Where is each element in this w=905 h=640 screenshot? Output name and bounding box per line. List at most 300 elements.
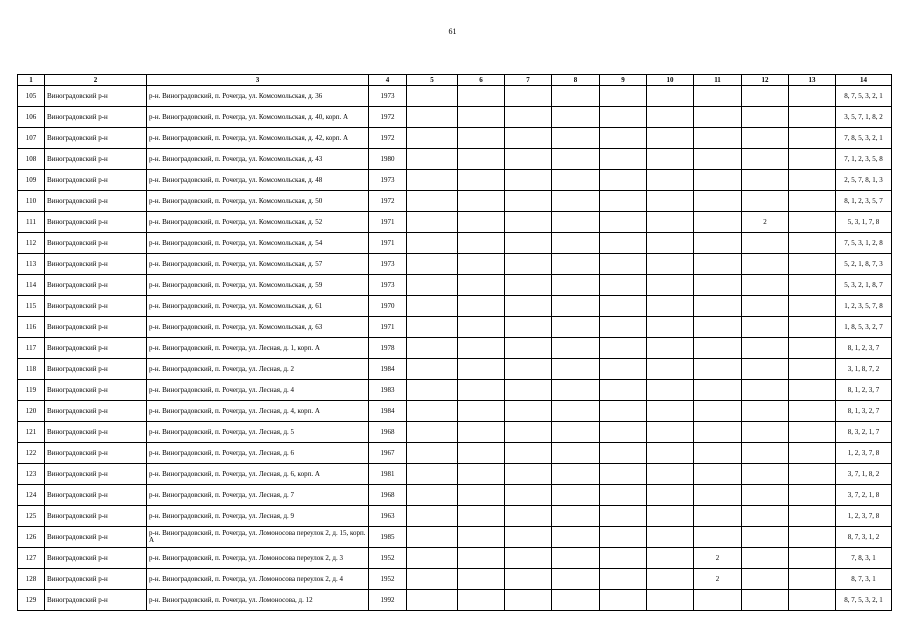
address-cell: р-н. Виноградовский, п. Рочегда, ул. Ломоносова переулок 2, д. 3 xyxy=(147,548,369,569)
district-cell: Виноградовский р-н xyxy=(45,569,147,590)
col-12-cell xyxy=(742,443,789,464)
column-header: 10 xyxy=(647,75,694,86)
address-cell: р-н. Виноградовский, п. Рочегда, ул. Лесная, д. 6, корп. А xyxy=(147,464,369,485)
col-9-cell xyxy=(600,128,647,149)
table-row xyxy=(18,569,892,590)
col-5-cell xyxy=(407,338,458,359)
col-12-cell xyxy=(742,422,789,443)
col-7-cell xyxy=(505,359,552,380)
col-12-cell xyxy=(742,569,789,590)
codes-cell: 1, 2, 3, 7, 8 xyxy=(836,443,892,464)
district-cell: Виноградовский р-н xyxy=(45,380,147,401)
col-13-cell xyxy=(789,296,836,317)
col-10-cell xyxy=(647,107,694,128)
col-10-cell xyxy=(647,443,694,464)
address-cell: р-н. Виноградовский, п. Рочегда, ул. Лесная, д. 2 xyxy=(147,359,369,380)
col-6-cell xyxy=(458,464,505,485)
district-cell: Виноградовский р-н xyxy=(45,401,147,422)
address-cell: р-н. Виноградовский, п. Рочегда, ул. Комсомольская, д. 36 xyxy=(147,86,369,107)
table-row xyxy=(18,359,892,380)
address-cell: р-н. Виноградовский, п. Рочегда, ул. Комсомольская, д. 50 xyxy=(147,191,369,212)
address-cell: р-н. Виноградовский, п. Рочегда, ул. Комсомольская, д. 63 xyxy=(147,317,369,338)
col-13-cell xyxy=(789,464,836,485)
col-12-cell xyxy=(742,170,789,191)
col-11-cell xyxy=(694,401,742,422)
col-6-cell xyxy=(458,107,505,128)
address-cell: р-н. Виноградовский, п. Рочегда, ул. Комсомольская, д. 61 xyxy=(147,296,369,317)
codes-cell: 3, 5, 7, 1, 8, 2 xyxy=(836,107,892,128)
column-header: 6 xyxy=(458,75,505,86)
col-8-cell xyxy=(552,86,600,107)
col-11-cell xyxy=(694,275,742,296)
col-8-cell xyxy=(552,401,600,422)
col-12-cell xyxy=(742,506,789,527)
col-12-cell xyxy=(742,548,789,569)
col-7-cell xyxy=(505,569,552,590)
col-6-cell xyxy=(458,212,505,233)
year-cell: 1984 xyxy=(369,401,407,422)
address-cell: р-н. Виноградовский, п. Рочегда, ул. Комсомольская, д. 52 xyxy=(147,212,369,233)
row-number: 117 xyxy=(18,338,45,359)
col-9-cell xyxy=(600,590,647,611)
col-13-cell xyxy=(789,401,836,422)
header-row xyxy=(18,75,892,86)
district-cell: Виноградовский р-н xyxy=(45,527,147,548)
col-13-cell xyxy=(789,422,836,443)
row-number: 105 xyxy=(18,86,45,107)
col-9-cell xyxy=(600,191,647,212)
col-7-cell xyxy=(505,527,552,548)
row-number: 109 xyxy=(18,170,45,191)
district-cell: Виноградовский р-н xyxy=(45,506,147,527)
year-cell: 1963 xyxy=(369,506,407,527)
col-7-cell xyxy=(505,443,552,464)
codes-cell: 5, 3, 1, 7, 8 xyxy=(836,212,892,233)
column-header: 11 xyxy=(694,75,742,86)
address-cell: р-н. Виноградовский, п. Рочегда, ул. Комсомольская, д. 59 xyxy=(147,275,369,296)
col-8-cell xyxy=(552,107,600,128)
column-header: 12 xyxy=(742,75,789,86)
col-12-cell xyxy=(742,338,789,359)
col-11-cell xyxy=(694,296,742,317)
row-number: 125 xyxy=(18,506,45,527)
district-cell: Виноградовский р-н xyxy=(45,191,147,212)
col-11-cell xyxy=(694,338,742,359)
row-number: 114 xyxy=(18,275,45,296)
col-8-cell xyxy=(552,149,600,170)
table-row xyxy=(18,170,892,191)
address-cell: р-н. Виноградовский, п. Рочегда, ул. Комсомольская, д. 57 xyxy=(147,254,369,275)
col-11-cell xyxy=(694,317,742,338)
col-11-cell xyxy=(694,422,742,443)
col-11-cell xyxy=(694,107,742,128)
codes-cell: 3, 7, 1, 8, 2 xyxy=(836,464,892,485)
col-7-cell xyxy=(505,212,552,233)
year-cell: 1972 xyxy=(369,128,407,149)
col-6-cell xyxy=(458,170,505,191)
address-cell: р-н. Виноградовский, п. Рочегда, ул. Лесная, д. 5 xyxy=(147,422,369,443)
col-13-cell xyxy=(789,275,836,296)
column-header: 13 xyxy=(789,75,836,86)
col-12-cell xyxy=(742,107,789,128)
col-11-cell xyxy=(694,464,742,485)
year-cell: 1971 xyxy=(369,212,407,233)
col-5-cell xyxy=(407,527,458,548)
district-cell: Виноградовский р-н xyxy=(45,233,147,254)
col-5-cell xyxy=(407,233,458,254)
table-row xyxy=(18,128,892,149)
col-7-cell xyxy=(505,317,552,338)
row-number: 118 xyxy=(18,359,45,380)
col-6-cell xyxy=(458,443,505,464)
col-12-cell xyxy=(742,86,789,107)
col-12-cell: 2 xyxy=(742,212,789,233)
col-7-cell xyxy=(505,464,552,485)
year-cell: 1973 xyxy=(369,254,407,275)
col-13-cell xyxy=(789,254,836,275)
col-11-cell xyxy=(694,506,742,527)
col-10-cell xyxy=(647,86,694,107)
col-10-cell xyxy=(647,380,694,401)
col-12-cell xyxy=(742,128,789,149)
col-6-cell xyxy=(458,233,505,254)
col-12-cell xyxy=(742,464,789,485)
codes-cell: 8, 1, 2, 3, 7 xyxy=(836,380,892,401)
address-cell: р-н. Виноградовский, п. Рочегда, ул. Лесная, д. 1, корп. А xyxy=(147,338,369,359)
col-8-cell xyxy=(552,548,600,569)
col-6-cell xyxy=(458,548,505,569)
col-13-cell xyxy=(789,485,836,506)
codes-cell: 7, 8, 5, 3, 2, 1 xyxy=(836,128,892,149)
col-6-cell xyxy=(458,191,505,212)
district-cell: Виноградовский р-н xyxy=(45,254,147,275)
col-11-cell xyxy=(694,590,742,611)
col-7-cell xyxy=(505,590,552,611)
row-number: 107 xyxy=(18,128,45,149)
year-cell: 1952 xyxy=(369,569,407,590)
codes-cell: 8, 7, 3, 1 xyxy=(836,569,892,590)
col-6-cell xyxy=(458,485,505,506)
col-5-cell xyxy=(407,590,458,611)
col-13-cell xyxy=(789,506,836,527)
col-6-cell xyxy=(458,317,505,338)
col-13-cell xyxy=(789,128,836,149)
col-13-cell xyxy=(789,338,836,359)
district-cell: Виноградовский р-н xyxy=(45,590,147,611)
address-cell: р-н. Виноградовский, п. Рочегда, ул. Ломоносова переулок 2, д. 4 xyxy=(147,569,369,590)
col-6-cell xyxy=(458,422,505,443)
year-cell: 1972 xyxy=(369,107,407,128)
table-row xyxy=(18,107,892,128)
district-cell: Виноградовский р-н xyxy=(45,128,147,149)
table-row xyxy=(18,590,892,611)
col-8-cell xyxy=(552,317,600,338)
col-10-cell xyxy=(647,128,694,149)
year-cell: 1981 xyxy=(369,464,407,485)
col-10-cell xyxy=(647,506,694,527)
table-row xyxy=(18,338,892,359)
codes-cell: 7, 5, 3, 1, 2, 8 xyxy=(836,233,892,254)
col-9-cell xyxy=(600,170,647,191)
district-cell: Виноградовский р-н xyxy=(45,86,147,107)
column-header: 2 xyxy=(45,75,147,86)
table-row xyxy=(18,275,892,296)
col-11-cell xyxy=(694,170,742,191)
col-10-cell xyxy=(647,233,694,254)
col-13-cell xyxy=(789,86,836,107)
col-5-cell xyxy=(407,317,458,338)
codes-cell: 8, 3, 2, 1, 7 xyxy=(836,422,892,443)
table-row xyxy=(18,443,892,464)
district-cell: Виноградовский р-н xyxy=(45,359,147,380)
col-11-cell xyxy=(694,212,742,233)
col-10-cell xyxy=(647,317,694,338)
col-6-cell xyxy=(458,380,505,401)
col-5-cell xyxy=(407,380,458,401)
col-11-cell xyxy=(694,359,742,380)
col-9-cell xyxy=(600,422,647,443)
col-11-cell xyxy=(694,254,742,275)
table-row xyxy=(18,380,892,401)
col-9-cell xyxy=(600,296,647,317)
col-13-cell xyxy=(789,569,836,590)
row-number: 112 xyxy=(18,233,45,254)
year-cell: 1972 xyxy=(369,191,407,212)
table-row xyxy=(18,191,892,212)
col-5-cell xyxy=(407,107,458,128)
col-11-cell xyxy=(694,149,742,170)
col-11-cell xyxy=(694,380,742,401)
col-7-cell xyxy=(505,401,552,422)
col-8-cell xyxy=(552,254,600,275)
codes-cell: 8, 7, 5, 3, 2, 1 xyxy=(836,590,892,611)
address-cell: р-н. Виноградовский, п. Рочегда, ул. Комсомольская, д. 48 xyxy=(147,170,369,191)
row-number: 120 xyxy=(18,401,45,422)
col-10-cell xyxy=(647,464,694,485)
col-12-cell xyxy=(742,275,789,296)
col-9-cell xyxy=(600,233,647,254)
col-13-cell xyxy=(789,548,836,569)
year-cell: 1971 xyxy=(369,317,407,338)
col-5-cell xyxy=(407,254,458,275)
col-5-cell xyxy=(407,191,458,212)
district-cell: Виноградовский р-н xyxy=(45,548,147,569)
address-cell: р-н. Виноградовский, п. Рочегда, ул. Ломоносова, д. 12 xyxy=(147,590,369,611)
district-cell: Виноградовский р-н xyxy=(45,338,147,359)
codes-cell: 8, 1, 3, 2, 7 xyxy=(836,401,892,422)
address-cell: р-н. Виноградовский, п. Рочегда, ул. Ломоносова переулок 2, д. 15, корп. А xyxy=(147,527,369,548)
col-5-cell xyxy=(407,170,458,191)
col-8-cell xyxy=(552,212,600,233)
column-header: 8 xyxy=(552,75,600,86)
col-5-cell xyxy=(407,359,458,380)
col-10-cell xyxy=(647,149,694,170)
col-10-cell xyxy=(647,191,694,212)
col-7-cell xyxy=(505,296,552,317)
col-9-cell xyxy=(600,401,647,422)
col-5-cell xyxy=(407,149,458,170)
col-5-cell xyxy=(407,443,458,464)
col-5-cell xyxy=(407,212,458,233)
district-cell: Виноградовский р-н xyxy=(45,485,147,506)
year-cell: 1973 xyxy=(369,275,407,296)
col-10-cell xyxy=(647,527,694,548)
col-9-cell xyxy=(600,380,647,401)
col-9-cell xyxy=(600,149,647,170)
col-5-cell xyxy=(407,401,458,422)
col-5-cell xyxy=(407,422,458,443)
col-12-cell xyxy=(742,254,789,275)
table-row xyxy=(18,422,892,443)
table-row xyxy=(18,401,892,422)
col-5-cell xyxy=(407,464,458,485)
col-10-cell xyxy=(647,212,694,233)
address-cell: р-н. Виноградовский, п. Рочегда, ул. Комсомольская, д. 42, корп. А xyxy=(147,128,369,149)
col-12-cell xyxy=(742,359,789,380)
table-row xyxy=(18,317,892,338)
col-12-cell xyxy=(742,317,789,338)
col-11-cell xyxy=(694,527,742,548)
codes-cell: 5, 3, 2, 1, 8, 7 xyxy=(836,275,892,296)
year-cell: 1967 xyxy=(369,443,407,464)
table-row xyxy=(18,212,892,233)
table-row xyxy=(18,254,892,275)
col-10-cell xyxy=(647,485,694,506)
col-7-cell xyxy=(505,548,552,569)
col-7-cell xyxy=(505,233,552,254)
col-7-cell xyxy=(505,170,552,191)
col-11-cell xyxy=(694,128,742,149)
col-8-cell xyxy=(552,443,600,464)
housing-registry-table xyxy=(17,74,892,611)
district-cell: Виноградовский р-н xyxy=(45,149,147,170)
col-13-cell xyxy=(789,149,836,170)
col-5-cell xyxy=(407,296,458,317)
col-10-cell xyxy=(647,338,694,359)
year-cell: 1978 xyxy=(369,338,407,359)
district-cell: Виноградовский р-н xyxy=(45,317,147,338)
col-7-cell xyxy=(505,254,552,275)
col-6-cell xyxy=(458,128,505,149)
col-8-cell xyxy=(552,506,600,527)
table-row xyxy=(18,296,892,317)
col-9-cell xyxy=(600,212,647,233)
address-cell: р-н. Виноградовский, п. Рочегда, ул. Лесная, д. 7 xyxy=(147,485,369,506)
col-5-cell xyxy=(407,128,458,149)
col-6-cell xyxy=(458,338,505,359)
col-10-cell xyxy=(647,548,694,569)
col-8-cell xyxy=(552,464,600,485)
col-9-cell xyxy=(600,485,647,506)
address-cell: р-н. Виноградовский, п. Рочегда, ул. Лесная, д. 4, корп. А xyxy=(147,401,369,422)
row-number: 121 xyxy=(18,422,45,443)
col-5-cell xyxy=(407,275,458,296)
codes-cell: 8, 7, 5, 3, 2, 1 xyxy=(836,86,892,107)
col-6-cell xyxy=(458,86,505,107)
col-11-cell: 2 xyxy=(694,569,742,590)
row-number: 119 xyxy=(18,380,45,401)
codes-cell: 7, 8, 3, 1 xyxy=(836,548,892,569)
col-6-cell xyxy=(458,149,505,170)
col-13-cell xyxy=(789,590,836,611)
col-9-cell xyxy=(600,275,647,296)
year-cell: 1980 xyxy=(369,149,407,170)
codes-cell: 1, 2, 3, 5, 7, 8 xyxy=(836,296,892,317)
col-10-cell xyxy=(647,275,694,296)
col-10-cell xyxy=(647,254,694,275)
col-12-cell xyxy=(742,380,789,401)
col-12-cell xyxy=(742,149,789,170)
table-body xyxy=(18,86,892,611)
col-7-cell xyxy=(505,149,552,170)
col-8-cell xyxy=(552,380,600,401)
col-11-cell xyxy=(694,485,742,506)
district-cell: Виноградовский р-н xyxy=(45,170,147,191)
year-cell: 1971 xyxy=(369,233,407,254)
col-7-cell xyxy=(505,86,552,107)
codes-cell: 1, 2, 3, 7, 8 xyxy=(836,506,892,527)
col-10-cell xyxy=(647,590,694,611)
col-11-cell: 2 xyxy=(694,548,742,569)
col-10-cell xyxy=(647,296,694,317)
year-cell: 1983 xyxy=(369,380,407,401)
year-cell: 1984 xyxy=(369,359,407,380)
table-row xyxy=(18,464,892,485)
col-11-cell xyxy=(694,191,742,212)
address-cell: р-н. Виноградовский, п. Рочегда, ул. Комсомольская, д. 54 xyxy=(147,233,369,254)
codes-cell: 8, 1, 2, 3, 7 xyxy=(836,338,892,359)
col-8-cell xyxy=(552,590,600,611)
col-12-cell xyxy=(742,527,789,548)
col-13-cell xyxy=(789,170,836,191)
codes-cell: 8, 7, 3, 1, 2 xyxy=(836,527,892,548)
row-number: 115 xyxy=(18,296,45,317)
address-cell: р-н. Виноградовский, п. Рочегда, ул. Лесная, д. 9 xyxy=(147,506,369,527)
col-6-cell xyxy=(458,569,505,590)
row-number: 129 xyxy=(18,590,45,611)
col-6-cell xyxy=(458,254,505,275)
year-cell: 1973 xyxy=(369,86,407,107)
col-7-cell xyxy=(505,275,552,296)
col-8-cell xyxy=(552,338,600,359)
table-row xyxy=(18,506,892,527)
district-cell: Виноградовский р-н xyxy=(45,296,147,317)
column-header: 14 xyxy=(836,75,892,86)
col-8-cell xyxy=(552,527,600,548)
col-9-cell xyxy=(600,107,647,128)
table-header xyxy=(18,75,892,86)
col-13-cell xyxy=(789,317,836,338)
col-8-cell xyxy=(552,296,600,317)
codes-cell: 7, 1, 2, 3, 5, 8 xyxy=(836,149,892,170)
district-cell: Виноградовский р-н xyxy=(45,422,147,443)
row-number: 123 xyxy=(18,464,45,485)
col-13-cell xyxy=(789,359,836,380)
col-6-cell xyxy=(458,590,505,611)
table-row xyxy=(18,149,892,170)
col-11-cell xyxy=(694,86,742,107)
col-8-cell xyxy=(552,485,600,506)
col-9-cell xyxy=(600,86,647,107)
column-header: 1 xyxy=(18,75,45,86)
col-5-cell xyxy=(407,506,458,527)
col-7-cell xyxy=(505,107,552,128)
column-header: 5 xyxy=(407,75,458,86)
col-5-cell xyxy=(407,485,458,506)
col-8-cell xyxy=(552,422,600,443)
col-8-cell xyxy=(552,170,600,191)
col-10-cell xyxy=(647,170,694,191)
